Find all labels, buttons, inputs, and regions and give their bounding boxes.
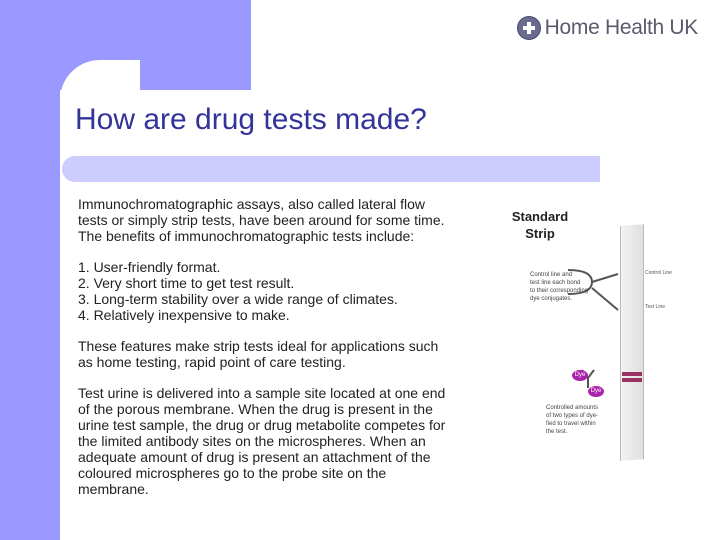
benefit-item: 2. Very short time to get test result. xyxy=(78,275,295,291)
process-paragraph: Test urine is delivered into a sample site located at one end of the porous membrane. When the drug is present in the urine test sample, the drug or drug metabolite competes for the limited antibody sites on the microspheres. When an adequate amount of drug is present an attachment of the coloured microspheres go to the probe site on the membrane. xyxy=(78,385,446,497)
benefit-item: 3. Long-term stability over a wide range of climates. xyxy=(78,291,398,307)
intro-paragraph: Immunochromatographic assays, also called lateral flow tests or simply strip tests, have been around for some time. The benefits of immunochromatographic tests include: xyxy=(78,196,445,244)
test-band xyxy=(622,378,642,382)
strip-title-line2: Strip xyxy=(525,226,555,241)
control-note: Control line and test line each bond to their corresponding dye conjugates. xyxy=(530,272,589,302)
slide-body xyxy=(78,196,508,512)
test-line-pointer xyxy=(592,288,618,310)
features-paragraph: These features make strip tests ideal for applications such as home testing, rapid point of care testing. xyxy=(78,338,439,370)
title-underline-bar xyxy=(62,156,600,182)
test-band xyxy=(622,372,642,376)
brand-logo xyxy=(517,16,698,40)
plus-circle-icon xyxy=(517,16,541,40)
strip-title-line1: Standard xyxy=(511,209,569,224)
benefit-item: 4. Relatively inexpensive to make. xyxy=(78,307,290,323)
dye-dot: Dye xyxy=(588,386,604,397)
control-line-pointer xyxy=(592,274,618,282)
test-line-label: Test Line xyxy=(645,304,666,310)
control-line-label: Control Line xyxy=(645,270,672,276)
slide-title: How are drug tests made? xyxy=(75,103,427,136)
benefits-list xyxy=(78,259,508,323)
dye-note: Controlled amounts of two types of dye- fied to travel within the test. xyxy=(546,405,599,435)
benefit-item: 1. User-friendly format. xyxy=(78,259,221,275)
strip-pointers xyxy=(510,200,710,460)
dye-dot: Dye xyxy=(572,370,588,381)
strip-diagram xyxy=(510,200,710,460)
brand-name: Home Health UK xyxy=(544,16,698,39)
